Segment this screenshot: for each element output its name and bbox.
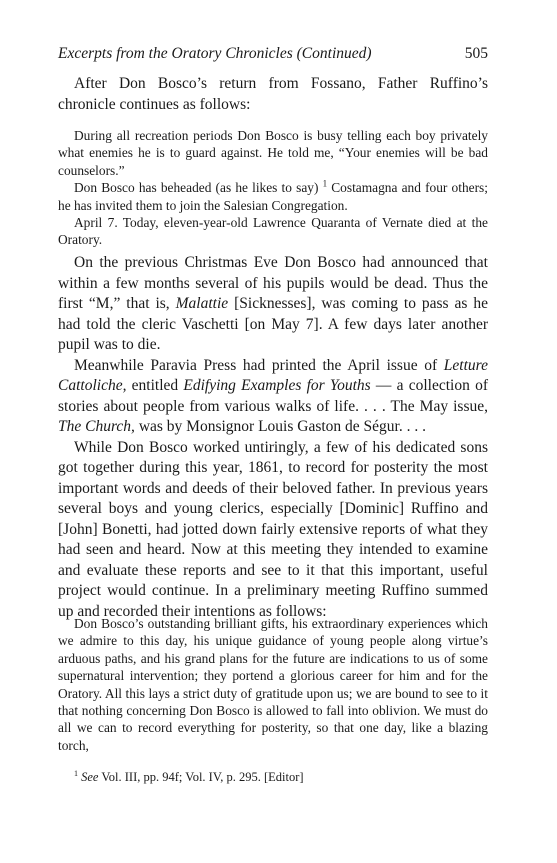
body-paragraph-3: While Don Bosco worked untiringly, a few of his dedicated sons got together during this year, 1861, to record for posterity the most important words and deeds of their beloved father. In previous years several boys and young clerics, especially [Dominic] Ruffino and [John] Bonetti, had jotted down fairly extensive reports of what they had seen and heard. Now at this meeting they intended to examine and evaluate these reports and see to it that this important, useful project would continue. In a preliminary meeting Ruffino summed up and recorded their intentions as follows:: [58, 438, 488, 620]
quote1-p2-before: Don Bosco has beheaded (as he likes to say): [74, 180, 319, 196]
intro-paragraph-block: [58, 74, 488, 115]
footnote-text: Vol. III, pp. 94f; Vol. IV, p. 295. [Editor]: [98, 770, 304, 784]
page-header: [58, 44, 488, 64]
quote1-p2-after: Costamagna and four others; he has invited them to join the Salesian Congregation.: [58, 180, 488, 213]
body-p1-text-a: On the previous Christmas Eve Don Bosco had announced that within a few months several of his pupils would be dead. Thus the first “M,” that is,: [58, 254, 488, 312]
quote1-paragraph-1: During all recreation periods Don Bosco is busy telling each boy privately what enemies he is to guard against. He told me, “Your enemies will be bad counselors.”: [58, 128, 488, 178]
body-p2-italic-1: Letture Cattoliche,: [58, 356, 488, 394]
quote1-paragraph-3: April 7. Today, eleven-year-old Lawrence Quaranta of Vernate died at the Oratory.: [58, 215, 488, 248]
body-p2-text-a: Meanwhile Paravia Press had printed the April issue of: [74, 356, 444, 374]
body-p1-text-b: [Sicknesses], was coming to pass as he had told the cleric Vaschetti [on May 7]. A few days later another pupil was to die.: [58, 295, 489, 353]
body-text-block: [58, 253, 488, 622]
body-p2-text-c: — a collection of stories about people from various walks of life. . . . The May issue,: [58, 377, 488, 415]
footnote-reference: 1: [322, 178, 328, 189]
page-number: 505: [464, 45, 488, 62]
intro-paragraph: After Don Bosco’s return from Fossano, Father Ruffino’s chronicle continues as follows:: [58, 75, 488, 113]
running-head: Excerpts from the Oratory Chronicles (Continued): [58, 45, 372, 62]
footnote-marker: 1: [74, 768, 78, 778]
body-p1-italic: Malattie: [175, 295, 229, 312]
body-paragraph-2: [58, 356, 488, 438]
quote1-paragraph-2: [58, 179, 488, 214]
body-p2-text-b: entitled: [126, 377, 184, 394]
chronicle-quote-1: [58, 127, 488, 249]
body-paragraph-1: [58, 253, 488, 356]
body-p2-text-d: was by Monsignor Louis Gaston de Ségur. . . .: [134, 418, 426, 435]
body-p2-italic-3: The Church,: [58, 418, 135, 435]
quote2-paragraph: Don Bosco’s outstanding brilliant gifts, his extraordinary experiences which we admire to this day, his unique guidance of young people along virtue’s arduous paths, and his grand plans for the future are indications to us of some supernatural intervention; they portend a glorious career for him and for the Oratory. All this lays a strict duty of gratitude upon us; we are bound to see to it that nothing concerning Don Bosco is allowed to fall into oblivion. We must do all we can to record everything for posterity, so that one day, like a blazing torch,: [58, 616, 488, 753]
body-p2-italic-2: Edifying Examples for Youths: [183, 377, 371, 394]
chronicle-quote-2: [58, 615, 488, 754]
footnote-see: See: [81, 770, 99, 784]
footnote: [74, 770, 488, 785]
